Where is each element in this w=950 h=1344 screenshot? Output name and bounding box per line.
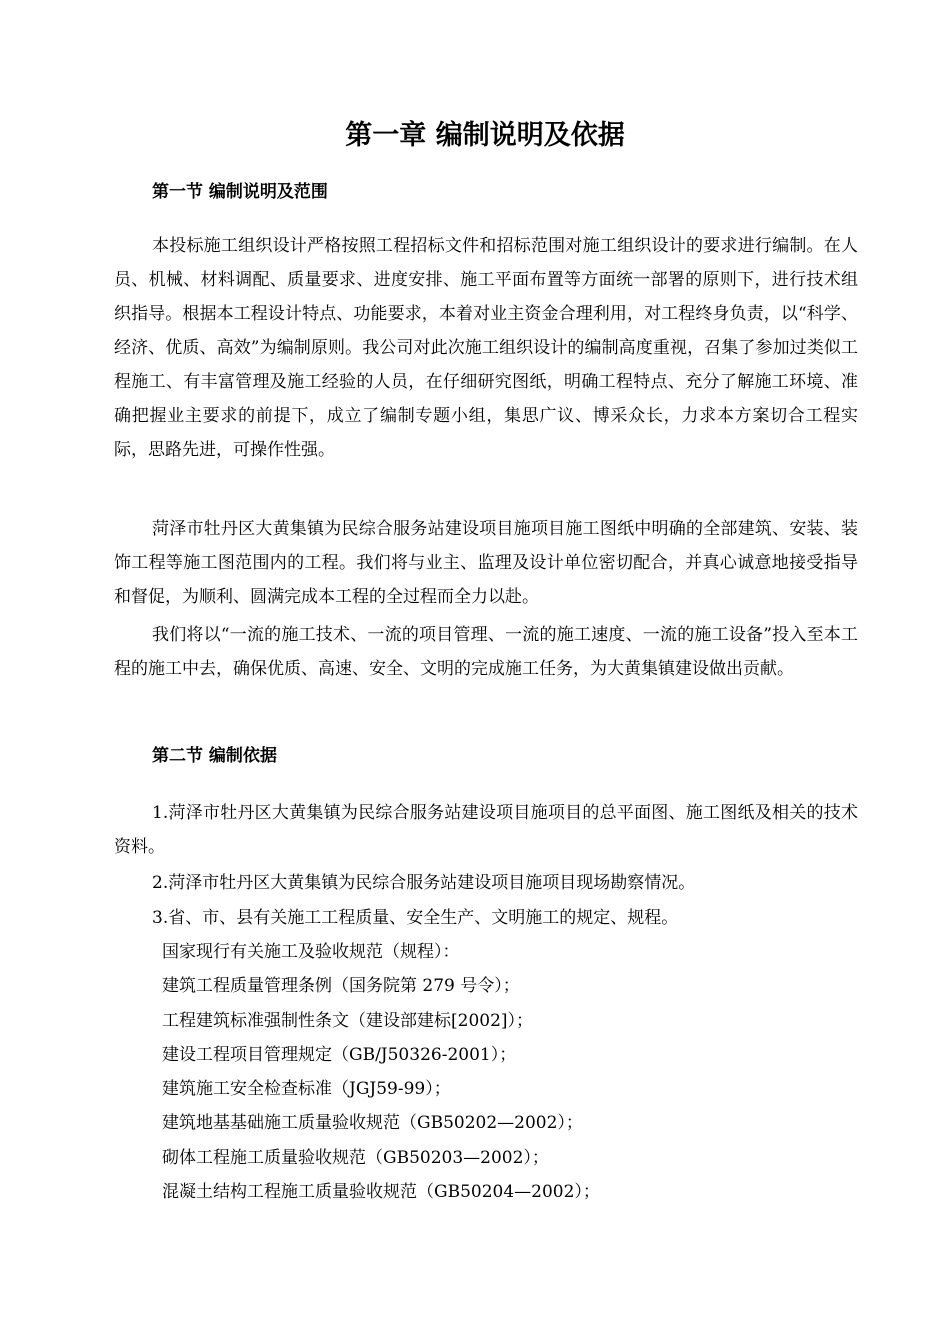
paragraph-scope: 菏泽市牡丹区大黄集镇为民综合服务站建设项目施项目施工图纸中明确的全部建筑、安装、装饰工程等施工图范围内的工程。我们将与业主、监理及设计单位密切配合，并真心诚意地接受指导和督促，为顺利、圆满完成本工程的全过程而全力以赴。 [114, 519, 858, 607]
section-heading-1: 第一节 编制说明及范围 [152, 182, 328, 202]
chapter-title: 第一章 编制说明及依据 [345, 120, 625, 151]
basis-item-1: 1.菏泽市牡丹区大黄集镇为民综合服务站建设项目施项目的总平面图、施工图纸及相关的技术资料。 [114, 803, 858, 857]
list-item: 混凝土结构工程施工质量验收规范（GB50204—2002）； [162, 1182, 600, 1203]
basis-item-2: 2.菏泽市牡丹区大黄集镇为民综合服务站建设项目施项目现场勘察情况。 [152, 873, 696, 893]
list-item: 砌体工程施工质量验收规范（GB50203—2002）； [162, 1147, 549, 1168]
list-item: 建筑施工安全检查标准（JGJ59-99）； [162, 1079, 451, 1100]
section-heading-2: 第二节 编制依据 [152, 746, 277, 766]
list-item: 工程建筑标准强制性条文（建设部建标[2002]）； [162, 1010, 534, 1031]
basis-item-3: 3.省、市、县有关施工工程质量、安全生产、文明施工的规定、规程。 [152, 908, 679, 928]
list-item: 国家现行有关施工及验收规范（规程）： [162, 942, 460, 962]
standards-list [162, 935, 600, 1209]
paragraph-commitment: 我们将以“一流的施工技术、一流的项目管理、一流的施工速度、一流的施工设备”投入至本工程的施工中去，确保优质、高速、安全、文明的完成施工任务，为大黄集镇建设做出贡献。 [114, 625, 858, 679]
list-item: 建筑工程质量管理条例（国务院第 279 号令）； [162, 976, 520, 997]
paragraph-intro: 本投标施工组织设计严格按照工程招标文件和招标范围对施工组织设计的要求进行编制。在人员、机械、材料调配、质量要求、进度安排、施工平面布置等方面统一部署的原则下，进行技术组织指导。根据本工程设计特点、功能要求，本着对业主资金合理利用，对工程终身负责，以“科学、经济、优质、高效”为编制原则。我公司对此次施工组织设计的编制高度重视，召集了参加过类似工程施工、有丰富管理及施工经验的人员，在仔细研究图纸，明确工程特点、充分了解施工环境、准确把握业主要求的前提下，成立了编制专题小组，集思广议、博采众长，力求本方案切合工程实际，思路先进，可操作性强。 [114, 236, 858, 460]
list-item: 建设工程项目管理规定（GB/J50326-2001）； [162, 1044, 517, 1065]
list-item: 建筑地基基础施工质量验收规范（GB50202—2002）； [162, 1113, 583, 1134]
